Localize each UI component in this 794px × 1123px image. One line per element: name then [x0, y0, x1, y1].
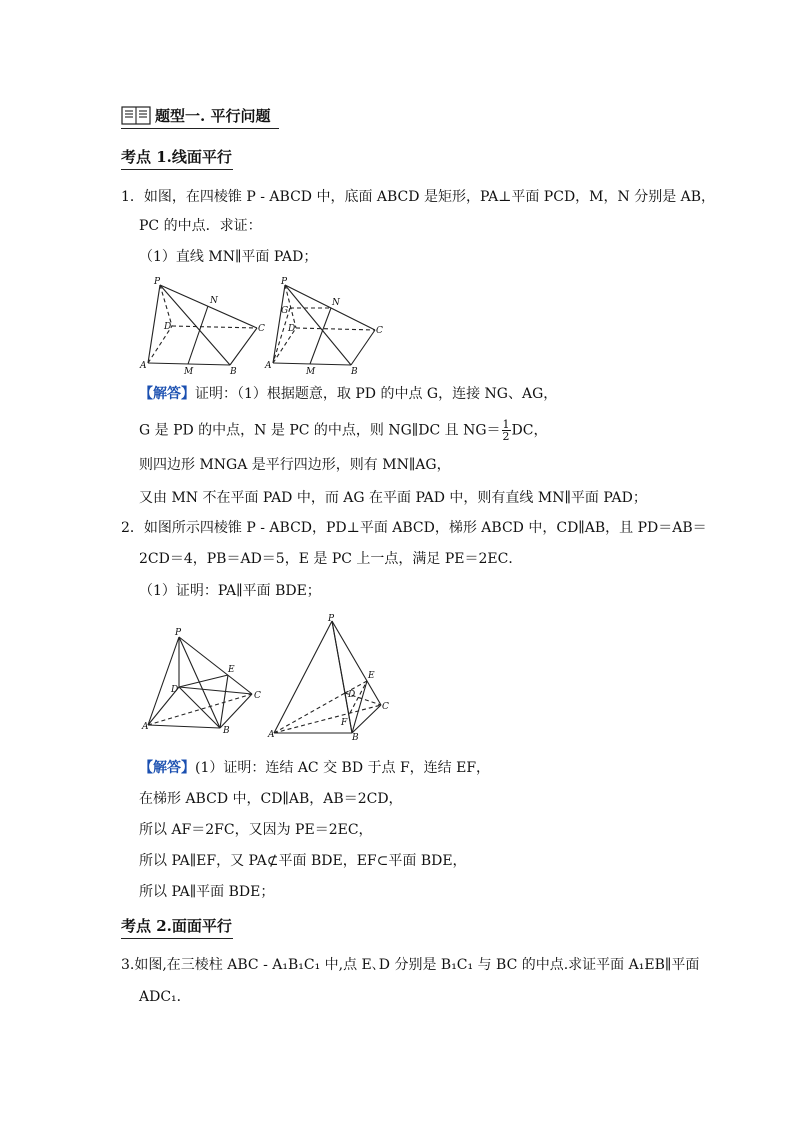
q1-fb-label-g: G	[281, 306, 289, 316]
q1-fa-label-a: A	[140, 361, 147, 371]
q3-line2: ADC₁．	[139, 989, 191, 1005]
q1-sub1: （1）直线 MN∥平面 PAD；	[139, 249, 318, 265]
q1-answer-line1	[139, 384, 557, 404]
q2-answer-line1	[139, 758, 490, 778]
q1-fraction-half	[502, 419, 511, 442]
q1-fb-label-a: A	[265, 361, 272, 371]
q2-fa-label-a: A	[142, 722, 149, 732]
q2-fb-label-a: A	[268, 730, 275, 740]
q2-fb-label-d: D	[348, 690, 356, 700]
q1-answer-text2-pre: G 是 PD 的中点，N 是 PC 的中点，则 NG∥DC 且 NG＝	[139, 422, 501, 439]
q2-answer-line3: 所以 AF＝2FC，又因为 PE＝2EC，	[139, 822, 373, 838]
q2-figure-b	[268, 614, 393, 743]
q1-fb-label-c: C	[376, 326, 383, 336]
q1-fraction-num: 1	[502, 418, 510, 431]
q1-line2: PC 的中点．求证：	[139, 218, 262, 234]
q1-fa-label-c: C	[258, 324, 265, 334]
q1-answer-line3: 则四边形 MNGA 是平行四边形，则有 MN∥AG，	[139, 457, 451, 473]
q1-fa-label-n: N	[210, 296, 218, 306]
q1-answer-line4: 又由 MN 不在平面 PAD 中，而 AG 在平面 PAD 中，则有直线 MN∥平面 PAD；	[139, 490, 647, 506]
q2-answer-line2: 在梯形 ABCD 中，CD∥AB，AB＝2CD，	[139, 791, 403, 807]
kp2-title: 考点 2.面面平行	[121, 917, 232, 935]
kp1-title: 考点 1.线面平行	[121, 148, 232, 166]
q1-figure-b	[263, 275, 388, 375]
q1-fa-label-b: B	[230, 367, 237, 377]
q2-fa-label-b: B	[223, 726, 230, 736]
q1-fb-label-p: P	[281, 277, 288, 287]
q2-fa-label-d: D	[171, 685, 179, 695]
q2-answer-line5: 所以 PA∥平面 BDE；	[139, 884, 275, 900]
q2-figure-a	[142, 625, 267, 735]
q1-fb-label-d: D	[288, 324, 296, 334]
q2-sub1: （1）证明：PA∥平面 BDE；	[139, 583, 321, 599]
q1-fa-label-d: D	[164, 322, 172, 332]
q1-fb-label-n: N	[332, 298, 340, 308]
q1-figure-a	[140, 275, 265, 375]
kp1-underline	[121, 169, 233, 170]
q1-line1: 1．如图，在四棱锥 P - ABCD 中，底面 ABCD 是矩形，PA⊥平面 PCD，M，N 分别是 AB，	[121, 189, 716, 205]
q1-fa-label-m: M	[184, 367, 194, 377]
q1-fa-label-p: P	[154, 277, 161, 287]
q1-answer-tag: 【解答】	[139, 386, 195, 402]
q2-answer-line4: 所以 PA∥EF，又 PA⊄平面 BDE，EF⊂平面 BDE，	[139, 853, 467, 869]
q1-fb-label-m: M	[306, 367, 316, 377]
q2-fb-label-p: P	[328, 614, 335, 624]
book-icon	[121, 104, 151, 126]
q2-answer-tag: 【解答】	[139, 760, 195, 776]
q3-line1: 3.如图,在三棱柱 ABC - A₁B₁C₁ 中,点 E､D 分别是 B₁C₁ 与 BC 的中点.求证平面 A₁EB∥平面	[121, 957, 700, 973]
q2-fb-label-b: B	[352, 733, 359, 743]
q2-line1: 2．如图所示四棱锥 P - ABCD，PD⊥平面 ABCD，梯形 ABCD 中，CD∥AB，且 PD＝AB＝	[121, 520, 707, 536]
kp2-underline	[121, 938, 233, 939]
q2-fb-label-f: F	[341, 718, 348, 728]
q2-fb-label-c: C	[382, 702, 389, 712]
q2-answer-text1: (1）证明：连结 AC 交 BD 于点 F，连结 EF，	[195, 760, 491, 776]
q1-answer-line2	[139, 419, 547, 442]
q2-line2: 2CD＝4，PB＝AD＝5，E 是 PC 上一点，满足 PE＝2EC．	[139, 551, 523, 567]
q2-fa-label-c: C	[254, 691, 261, 701]
q2-fa-label-e: E	[228, 665, 235, 675]
section-title: 题型一. 平行问题	[155, 107, 271, 125]
q1-answer-text1: 证明：（1）根据题意，取 PD 的中点 G，连接 NG、AG，	[195, 386, 558, 402]
q2-fb-label-e: E	[368, 671, 375, 681]
q1-answer-text2-post: DC，	[511, 422, 548, 439]
q1-fraction-den: 2	[502, 430, 510, 443]
q2-fa-label-p: P	[175, 628, 182, 638]
section-title-underline	[121, 128, 279, 129]
q1-fb-label-b: B	[351, 367, 358, 377]
